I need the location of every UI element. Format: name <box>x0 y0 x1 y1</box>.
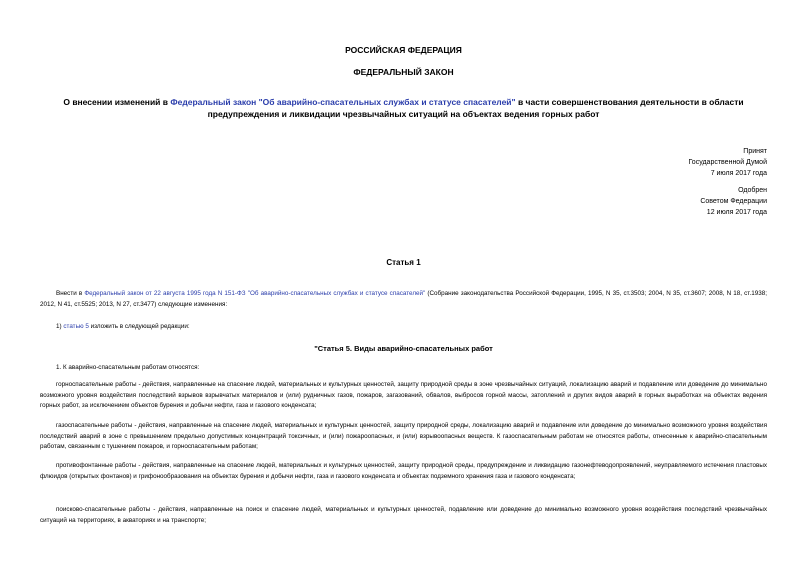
approved-by: Советом Федерации <box>700 198 767 205</box>
law-type-heading: ФЕДЕРАЛЬНЫЙ ЗАКОН <box>353 67 454 77</box>
law-title-link[interactable]: Федеральный закон "Об аварийно-спасательных службах и статусе спасателей" <box>170 97 516 107</box>
item-1 <box>40 322 767 333</box>
gas-rescue-paragraph: газоспасательные работы - действия, направленные на спасение людей, материальных и культурных ценностей, защиту природной среды, локализацию аварий и подавление или доведение до минимально возможного уровня воздействия последствий аварий в зоне с превышением предельно допустимых концентраций токсичных, и (или) пожароопасных, и (или) взрывоопасных веществ. К газоспасательным работам не относятся работы, отнесенные к аварийно-спасательным работам, связанным с тушением пожаров, и горноспасательным работам; <box>40 422 767 450</box>
country-heading: РОССИЙСКАЯ ФЕДЕРАЦИЯ <box>345 45 462 55</box>
item-1-suffix: изложить в следующей редакции: <box>88 323 190 330</box>
accepted-label: Принят <box>743 148 767 155</box>
adoption-duma <box>688 146 767 179</box>
law-151-fz-link[interactable]: Федеральный закон от 22 августа 1995 года N 151-ФЗ "Об аварийно-спасательных службах и статусе спасателей" <box>84 290 426 297</box>
law-title-suffix: в части совершенствования деятельности в области предупреждения и ликвидации чрезвычайных ситуаций на объектах ведения горных работ <box>207 97 744 119</box>
law-title-prefix: О внесении изменений в <box>63 97 171 107</box>
clause-1: 1. К аварийно-спасательным работам относятся: <box>56 364 200 371</box>
item-1-prefix: 1) <box>56 323 64 330</box>
article-5-link[interactable]: статью 5 <box>63 323 89 330</box>
search-rescue-paragraph: поисково-спасательные работы - действия, направленные на поиск и спасение людей, материальных и культурных ценностей, подавление или доведение до минимально возможного уровня воздействия последствий чрезвычайных ситуаций на территориях, в акваториях и на транспорте; <box>40 506 767 524</box>
intro-prefix: Внести в <box>56 290 85 297</box>
article-5-heading: "Статья 5. Виды аварийно-спасательных работ <box>314 344 493 353</box>
antifountain-paragraph: противофонтанные работы - действия, направленные на спасение людей, материальных и культурных ценностей, защиту природной среды, предупреждение и ликвидацию газонефтеводопроявлений, неуправляемого истечения пластовых флюидов (открытых фонтанов) и грифонообразования на объектах бурения и добычи нефти, газа и газового конденсата и объектах подземного хранения газа и газового конденсата; <box>40 462 767 480</box>
accepted-date: 7 июля 2017 года <box>710 170 767 177</box>
gorno-rescue-paragraph: горноспасательные работы - действия, направленные на спасение людей, материальных и культурных ценностей, защиту природной среды в зоне чрезвычайных ситуаций, локализацию аварий и подавление или доведение до минимально возможного уровня воздействия последствий взрывов взрывчатых материалов и (или) рудничных газов, пожаров, загазований, обвалов, выбросов горной массы, затоплений и других видов аварий в горных выработках на объектах ведения горных работ, за исключением объектов бурения и добычи нефти, газа и газового конденсата; <box>40 381 767 409</box>
approved-label: Одобрен <box>738 187 767 194</box>
article-1-heading: Статья 1 <box>386 258 421 267</box>
intro-suffix: (Собрание законодательства Российской Федерации, 1995, N 35, ст.3503; 2004, N 35, ст.3607; 2008, N 18, ст.1938; 2012, N 41, ст.5525; 2013, N 27, ст.3477) следующие изменения: <box>40 290 767 308</box>
law-title <box>40 96 767 120</box>
approved-date: 12 июля 2017 года <box>706 209 767 216</box>
accepted-by: Государственной Думой <box>688 159 767 166</box>
adoption-council <box>700 185 767 218</box>
article-1-intro <box>40 289 767 310</box>
